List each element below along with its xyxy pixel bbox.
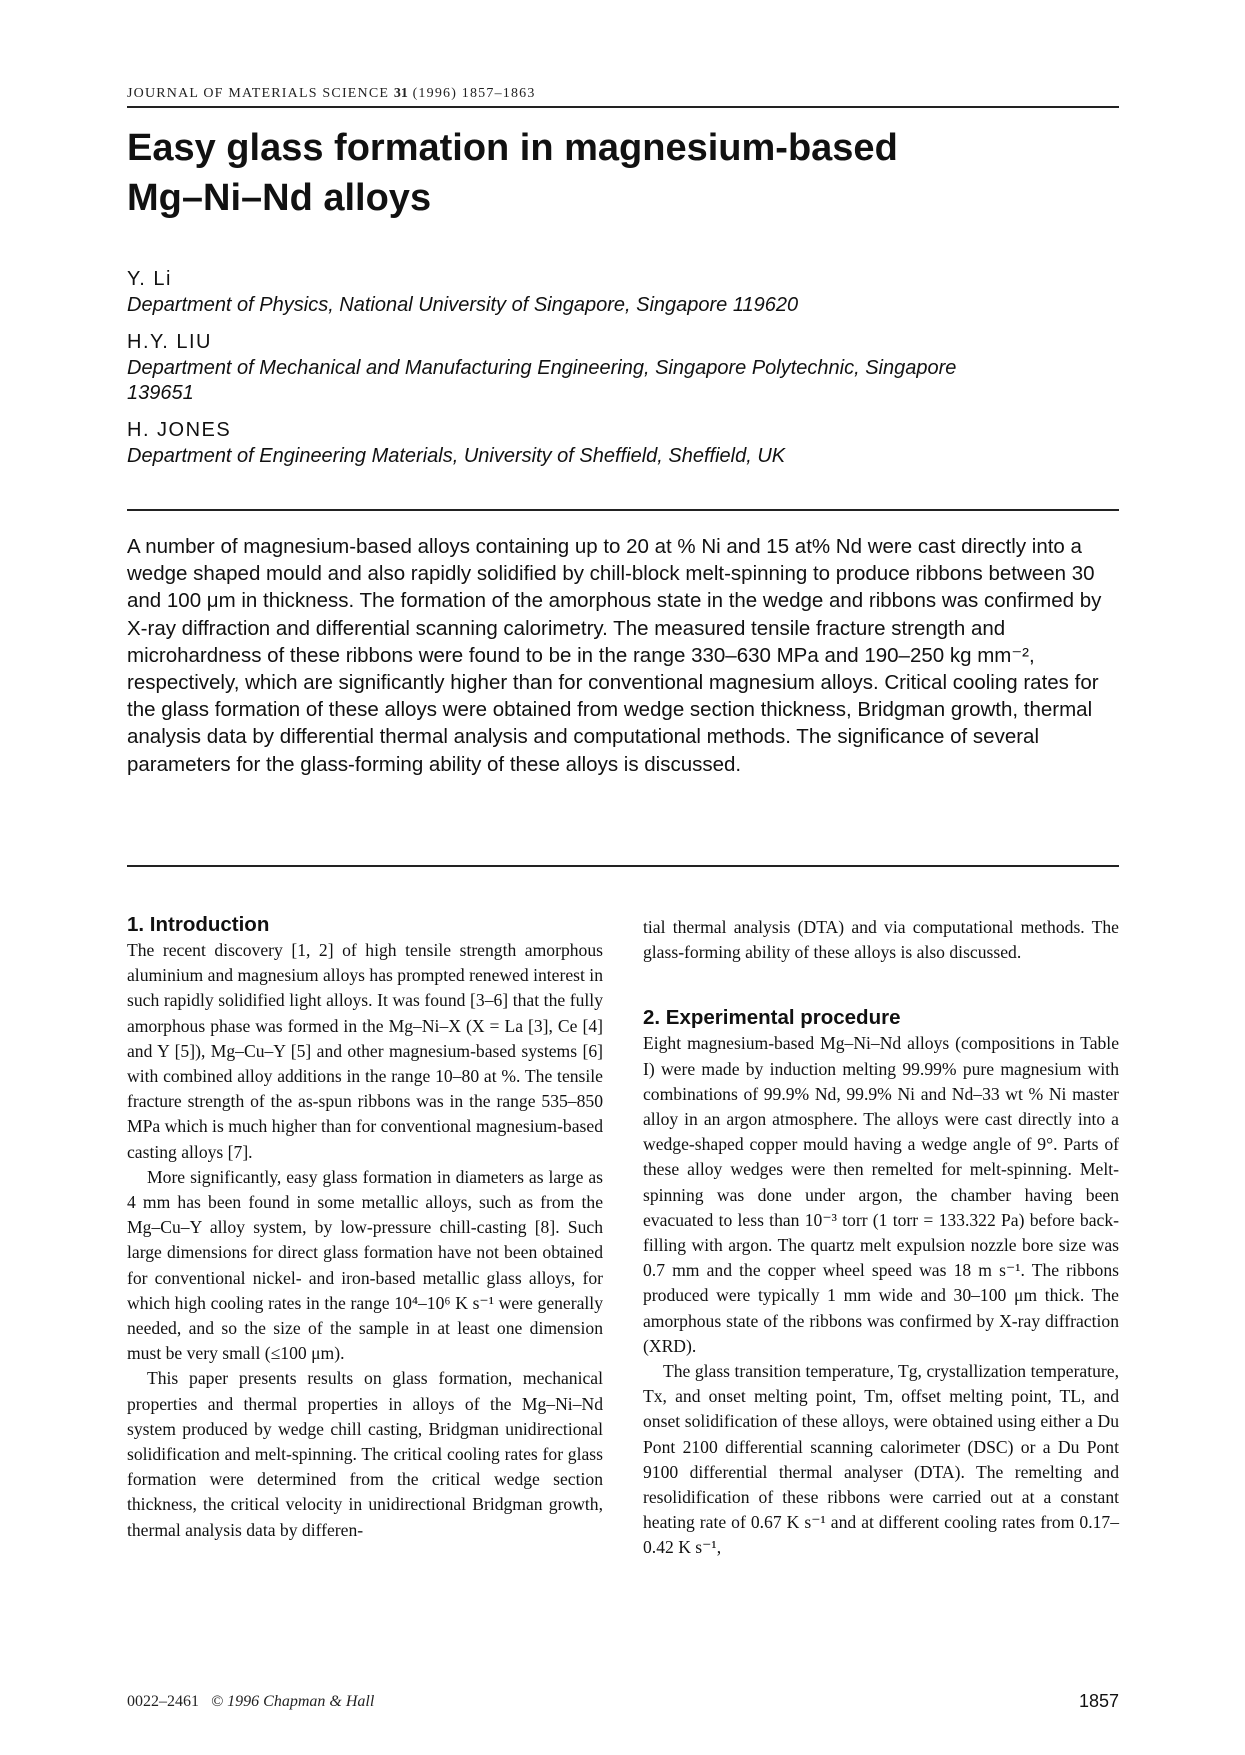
right-column	[643, 915, 1119, 1561]
left-column	[127, 912, 603, 1543]
paragraph: More significantly, easy glass formation in diameters as large as 4 mm has been found in some metallic alloys, such as from the Mg–Cu–Y alloy system, by low-pressure chill-casting [8]. Such large dimensions for direct glass formation have not been obtained for conventional nickel- and iron-based metallic glass alloys, for which high cooling rates in the range 10⁴–10⁶ K s⁻¹ were generally needed, and so the size of the sample in at least one dimension must be very small (≤100 μm).	[127, 1166, 603, 1364]
header-rule	[127, 106, 1119, 108]
issn: 0022–2461	[127, 1693, 199, 1710]
author-block	[127, 265, 1117, 479]
running-header	[127, 86, 536, 102]
paragraph: tial thermal analysis (DTA) and via computational methods. The glass-forming ability of these alloys is also discussed.	[643, 917, 1119, 963]
journal-name: JOURNAL OF MATERIALS SCIENCE	[127, 86, 390, 101]
author-affiliation: Department of Physics, National University of Singapore, Singapore 119620	[127, 294, 799, 316]
author-affiliation: Department of Engineering Materials, University of Sheffield, Sheffield, UK	[127, 445, 786, 467]
author-name: Y. Li	[127, 268, 172, 290]
article-title	[127, 123, 1087, 223]
paragraph: The glass transition temperature, Tg, crystallization temperature, Tx, and onset melting point, Tm, offset melting point, TL, and onset solidification of these alloys, were obtained using either a Du Pont 2100 differential scanning calorimeter (DSC) or a Du Pont 9100 differential thermal analyser (DTA). The remelting and resolidification of these ribbons were carried out at a constant heating rate of 0.67 K s⁻¹ and at different cooling rates from 0.17–0.42 K s⁻¹,	[643, 1361, 1119, 1558]
footer-issn-copyright	[127, 1693, 374, 1711]
paragraph: The recent discovery [1, 2] of high tensile strength amorphous aluminium and magnesium alloys has prompted renewed interest in such rapidly solidified light alloys. It was found [3–6] that the fully amorphous phase was formed in the Mg–Ni–X (X = La [3], Ce [4] and Y [5]), Mg–Cu–Y [5] and other magnesium-based systems [6] with combined alloy additions in the range 10–80 at %. The tensile fracture strength of the as-spun ribbons was in the range 535–850 MPa which is much higher than for conventional magnesium-based casting alloys [7].	[127, 940, 603, 1162]
copyright: © 1996 Chapman & Hall	[211, 1693, 375, 1710]
paragraph: This paper presents results on glass formation, mechanical properties and thermal properties in alloys of the Mg–Ni–Nd system produced by wedge chill casting, Bridgman unidirectional solidification and melt-spinning. The critical cooling rates for glass formation were determined from the critical wedge section thickness, the critical velocity in unidirectional Bridgman growth, thermal analysis data by differen-	[127, 1368, 603, 1540]
title-line-2: Mg–Ni–Nd alloys	[127, 177, 432, 219]
section-heading-experimental: 2. Experimental procedure	[643, 1006, 901, 1030]
title-line-1: Easy glass formation in magnesium-based	[127, 127, 898, 169]
author-name: H. JONES	[127, 419, 232, 441]
journal-volume: 31	[393, 86, 408, 101]
paragraph: Eight magnesium-based Mg–Ni–Nd alloys (compositions in Table I) were made by induction melting 99.99% pure magnesium with combinations of 99.9% Nd, 99.9% Ni and Nd–33 wt % Ni master alloy in an argon atmosphere. The alloys were cast directly into a wedge-shaped copper mould having a wedge angle of 9°. Parts of these alloy wedges were then remelted for melt-spinning. Melt-spinning was done under argon, the chamber having been evacuated to less than 10⁻³ torr (1 torr = 133.322 Pa) before back-filling with argon. The quartz melt expulsion nozzle bore size was 0.7 mm and the copper wheel speed was 18 m s⁻¹. The ribbons produced were typically 1 mm wide and 30–100 μm thick. The amorphous state of the ribbons was confirmed by X-ray diffraction (XRD).	[643, 1033, 1119, 1356]
section-heading-introduction: 1. Introduction	[127, 913, 270, 936]
abstract-bottom-rule	[127, 865, 1119, 867]
page-number: 1857	[1078, 1691, 1119, 1711]
abstract: A number of magnesium-based alloys containing up to 20 at % Ni and 15 at% Nd were cast directly into a wedge shaped mould and also rapidly solidified by chill-block melt-spinning to produce ribbons between 30 and 100 μm in thickness. The formation of the amorphous state in the wedge and ribbons was confirmed by X-ray diffraction and differential scanning calorimetry. The measured tensile fracture strength and microhardness of these ribbons were found to be in the range 330–630 MPa and 190–250 kg mm⁻², respectively, which are significantly higher than for conventional magnesium alloys. Critical cooling rates for the glass formation of these alloys were obtained from wedge section thickness, Bridgman growth, thermal analysis data by differential thermal analysis and computational methods. The significance of several parameters for the glass-forming ability of these alloys is discussed.	[127, 535, 1102, 776]
journal-year-pages: (1996) 1857–1863	[412, 86, 536, 101]
author-affiliation: Department of Mechanical and Manufacturing Engineering, Singapore Polytechnic, Singapore 139651	[127, 357, 957, 404]
section-gap	[643, 965, 1119, 1005]
author-name: H.Y. LIU	[127, 331, 212, 353]
abstract-top-rule	[127, 509, 1119, 511]
